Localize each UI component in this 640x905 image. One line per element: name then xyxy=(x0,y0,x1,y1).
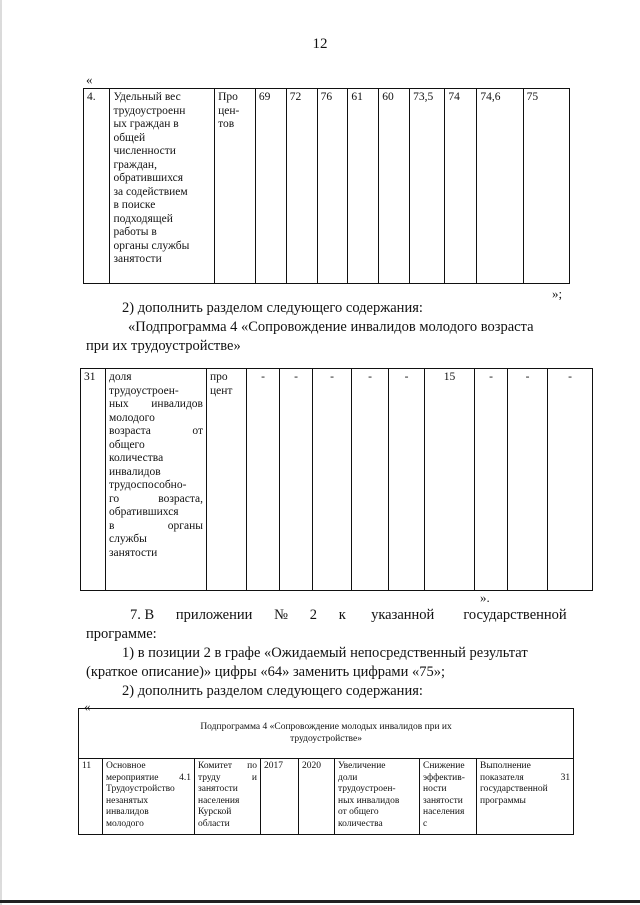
table-header-row xyxy=(79,709,574,759)
value-cell: - xyxy=(475,369,508,591)
value-cell: - xyxy=(247,369,280,591)
table-row xyxy=(84,89,570,284)
indicator-table-1 xyxy=(83,88,570,284)
open-quote: « xyxy=(84,699,91,714)
indicator-name: Удельный вес трудоустроенн ых граждан в общей численности граждан, обратившихся за содействием в поиске подходящей работы в органы службы занятости xyxy=(110,89,215,284)
item-7-2-text: 2) дополнить разделом следующего содержания: xyxy=(122,683,423,699)
item-7-1-line2: (краткое описание)» цифры «64» заменить цифрами «75»; xyxy=(86,664,446,680)
value-cell: 76 xyxy=(317,89,348,284)
value-cell: - xyxy=(389,369,425,591)
measure-name: Основное мероприятие 4.1 Трудоустройство незанятых инвалидов молодого xyxy=(103,759,195,835)
scan-bottom-edge xyxy=(0,900,640,903)
executor: Комитет по труду и занятости населения Курской области xyxy=(195,759,261,835)
value-cell: 73,5 xyxy=(410,89,445,284)
indicator-name: доля трудоустроен- ных инвалидов молодого возраста от общего количества инвалидов трудоспособно- го возраста, обратившихся в органы службы занятости xyxy=(106,369,207,591)
item-7-text: 7. В приложении № 2 к указанной государственной xyxy=(130,607,567,623)
value-cell: 75 xyxy=(523,89,569,284)
value-cell: - xyxy=(508,369,548,591)
value-cell: 74,6 xyxy=(477,89,523,284)
item-7-continuation: программе: xyxy=(86,626,157,642)
start-year: 2017 xyxy=(261,759,299,835)
page-number: 12 xyxy=(312,36,328,52)
value-cell: 15 xyxy=(425,369,475,591)
scan-edge xyxy=(0,0,2,905)
value-cell: - xyxy=(548,369,593,591)
value-cell: - xyxy=(313,369,352,591)
row-number: 31 xyxy=(81,369,106,591)
item-7-1-line1: 1) в позиции 2 в графе «Ожидаемый непосредственный результат xyxy=(122,645,528,661)
unit: про цент xyxy=(207,369,247,591)
subprogram-header: Подпрограмма 4 «Сопровождение молодых инвалидов при их трудоустройстве» xyxy=(79,709,574,759)
value-cell: 60 xyxy=(379,89,410,284)
table-row xyxy=(81,369,593,591)
row-number: 11 xyxy=(79,759,103,835)
end-year: 2020 xyxy=(299,759,335,835)
subprogram-title-line2: при их трудоустройстве» xyxy=(86,338,241,354)
value-cell: 74 xyxy=(445,89,477,284)
table-row xyxy=(79,759,574,835)
activity-table xyxy=(78,708,574,835)
close-quote: »; xyxy=(552,286,563,301)
item-2-text: 2) дополнить разделом следующего содержания: xyxy=(122,300,423,316)
consequences: Снижение эффектив- ности занятости населения с xyxy=(420,759,477,835)
value-cell: 72 xyxy=(286,89,317,284)
value-cell: - xyxy=(280,369,313,591)
expected-result: Увеличение доли трудоустроен- ных инвалидов от общего количества xyxy=(335,759,420,835)
row-number: 4. xyxy=(84,89,110,284)
value-cell: 69 xyxy=(255,89,286,284)
link-to-indicators: Выполнение показателя 31 государственной программы xyxy=(477,759,574,835)
value-cell: 61 xyxy=(348,89,379,284)
close-quote: ». xyxy=(480,590,490,605)
open-quote: « xyxy=(86,72,93,87)
value-cell: - xyxy=(352,369,389,591)
indicator-table-2 xyxy=(80,368,593,591)
subprogram-title-line1: «Подпрограмма 4 «Сопровождение инвалидов молодого возраста xyxy=(128,319,534,335)
unit: Про цен- тов xyxy=(215,89,256,284)
